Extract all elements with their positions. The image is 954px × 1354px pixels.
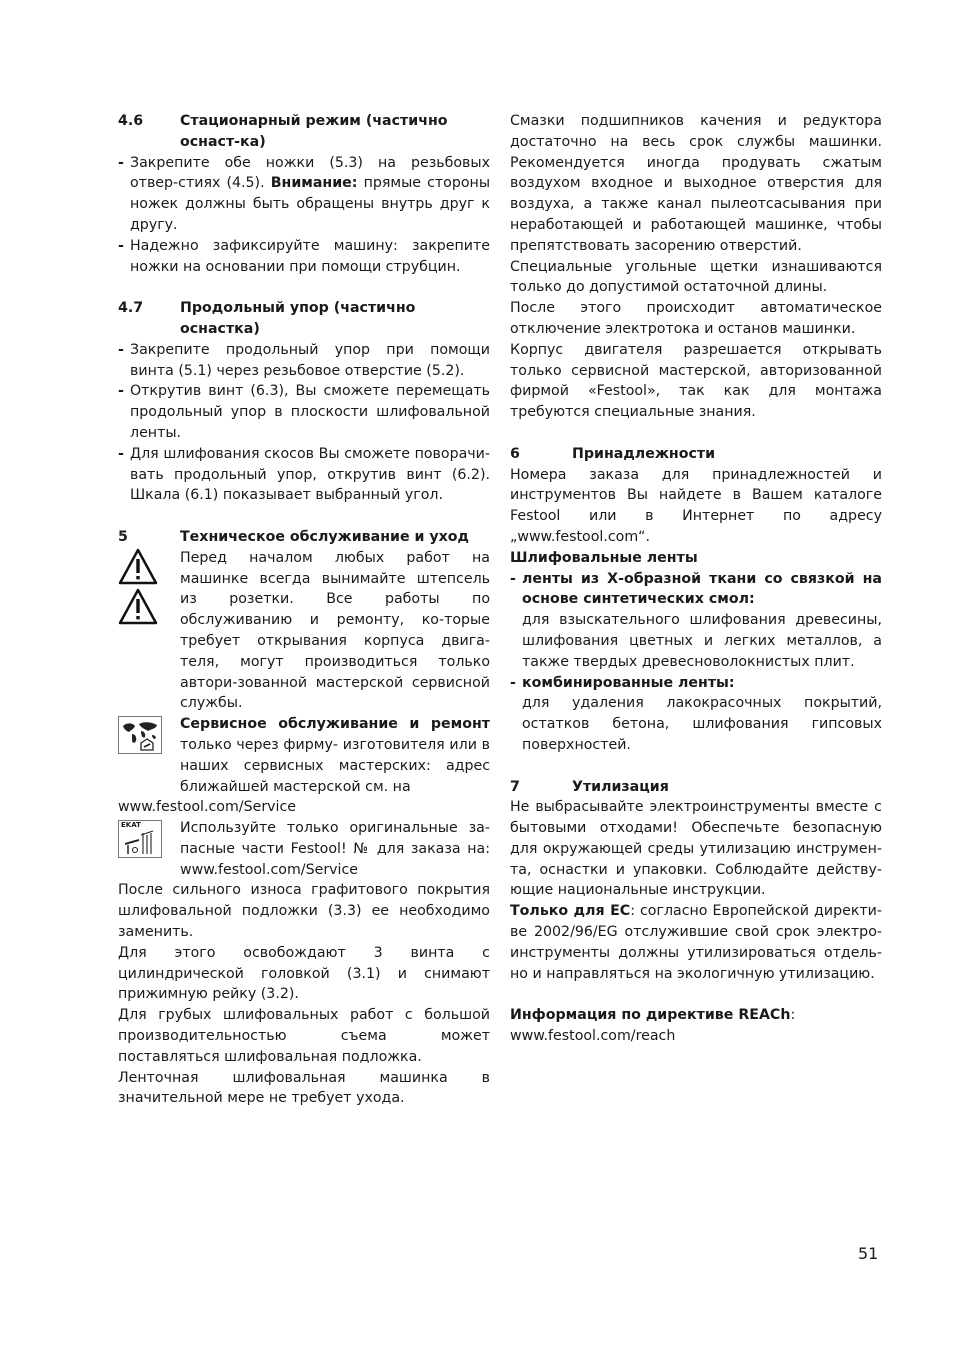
section-number: 4.7 [118,300,144,317]
section-number: 4.6 [118,113,144,129]
eu-label: Только для ЕС [510,903,631,920]
left-column [118,111,490,1109]
paragraph: Номера заказа для принадлежностей и инструментов Вы найдете в Вашем каталоге Festool или в Интернет по адресу „www.festool.com“. [510,466,882,545]
spare-parts-text: Используйте только оригинальные за-пасные части Festool! № для заказа на: www.festool.com/Service [180,820,490,878]
bullet-item: - Для шлифования скосов Вы сможете поворачи-вать продольный упор, открутив винт (6.2). Шкала (6.1) показывает выбранный угол. [118,444,490,506]
eu-paragraph [510,901,882,984]
warning-text: Перед началом любых работ на машинке всегда вынимайте штепсель из розетки. Все работы по обслуживанию и ремонту, ко-торые требует открывания корпуса двига-теля, могут производиться только автори-зованной мастерской сервисной службы. [180,549,490,712]
section-5-heading [118,527,490,548]
bullet-item: - Закрепите продольный упор при помощи винта (5.1) через резьбовое отверстие (5.2). [118,340,490,382]
bullet-text: Открутив винт (6.3), Вы сможете перемещать продольный упор в плоскости шлифовальной ленты. [130,383,490,441]
bullet-text: Закрепите продольный упор при помощи винта (5.1) через резьбовое отверстие (5.2). [130,341,490,379]
section-6-heading [510,444,882,465]
attention-label: Внимание: [270,175,358,192]
bullet-text: Надежно зафиксируйте машину: закрепите ножки на основании при помощи струбцин. [130,237,490,275]
warning-triangle-icon [118,588,158,626]
paragraph: Смазки подшипников качения и редуктора достаточно на весь срок службы машинки. Рекомендуется иногда продувать сжатым воздухом входное и выходное отверстия для воздуха, а также канал пылеотсасывания при неработающей и работающей машинке, чтобы препятствовать засорению отверстий. [510,113,882,254]
bullet-item: - Надежно зафиксируйте машину: закрепите ножки на основании при помощи струбцин. [118,236,490,278]
section-title: Стационарный режим (частично оснаст-ка) [180,113,448,150]
subheading: Шлифовальные ленты [510,549,698,566]
section-title: Продольный упор (частично оснастка) [180,300,416,337]
bullet-title: ленты из Х-образной ткани со связкой на основе синтетических смол: [522,570,882,608]
page-number: 51 [858,1244,879,1263]
world-map-service-icon [118,716,162,754]
section-4-7-heading [118,298,490,340]
reach-label: Информация по директиве REACh [510,1007,791,1024]
ekat-label: EKAT [121,821,141,830]
spare-parts-block [118,818,490,880]
bullet-text: прямые стороны ножек должны быть обращены внутрь друг к другу. [130,175,491,233]
paragraph: После сильного износа графитового покрытия шлифовальной подложки (3.3) ее необходимо заменить. [118,882,490,941]
spare-parts-ekat-icon [118,820,162,858]
bullet-item: - комбинированные ленты: [510,673,882,694]
section-number: 7 [510,778,520,795]
paragraph: Ленточная шлифовальная машинка в значительной мере не требует ухода. [118,1069,490,1107]
section-title: Принадлежности [572,445,716,462]
bullet-text: для взыскательного шлифования древесины, шлифования цветных и легких металлов, а также твердых древесноволокнистых плит. [522,612,882,670]
reach-colon: : [790,1007,796,1024]
section-number: 5 [118,528,128,545]
paragraph: Для грубых шлифовальных работ с большой производительностью съема может поставляться шлифовальная подложка. [118,1007,490,1065]
bullet-text: для удаления лакокрасочных покрытий, остатков бетона, шлифования гипсовых поверхностей. [522,695,882,753]
paragraph: После этого происходит автоматическое отключение электротока и останов машинки. [510,300,882,337]
service-block [118,714,490,797]
bullet-item: - ленты из Х-образной ткани со связкой на основе синтетических смол: [510,569,882,611]
service-text: только через фирму- изготовителя или в наших сервисных мастерских: адрес ближайшей мастерской см. на [180,736,490,795]
service-heading: Сервисное обслуживание и ремонт [180,716,490,733]
section-title: Техническое обслуживание и уход [180,528,470,545]
paragraph: Не выбрасывайте электроинструменты вместе с бытовыми отходами! Обеспечьте безопасную для окружающей среды утилизацию инструмен-та, оснастки и упаковки. Соблюдайте действу-ющие национальные инструкции. [510,799,882,899]
bullet-item: - Открутив винт (6.3), Вы сможете перемещать продольный упор в плоскости шлифовальной ленты. [118,381,490,443]
bullet-text: Закрепите обе ножки (5.3) на резьбовых отвер-стиях (4.5). [130,154,490,192]
reach-heading [510,1005,882,1026]
section-number: 6 [510,445,520,462]
right-column [510,111,882,1047]
warning-block [118,548,490,714]
section-4-6-heading [118,111,490,153]
eu-text: : согласно Европейской директи-ве 2002/96/EG отслужившие свой срок электро-инструменты должны утилизироваться отдель-но и направляться на экологичную утилизацию. [510,903,882,982]
bullet-item: - Закрепите обе ножки (5.3) на резьбовых отвер-стиях (4.5). Внимание: прямые стороны ножек должны быть обращены внутрь друг к другу. [118,154,491,233]
paragraph: Специальные угольные щетки изнашиваются только до допустимой остаточной длины. [510,258,882,296]
service-url[interactable]: www.festool.com/Service [118,799,297,816]
section-7-heading [510,777,882,798]
reach-url[interactable]: www.festool.com/reach [510,1028,676,1045]
warning-triangle-icon [118,548,158,586]
bullet-title: комбинированные ленты: [522,674,735,691]
paragraph: Для этого освобождают 3 винта с цилиндрической головкой (3.1) и снимают прижимную рейку (3.2). [118,944,490,1003]
paragraph: Корпус двигателя разрешается открывать только сервисной мастерской, авторизованной фирмой «Festool», так как для монтажа требуются специальные знания. [510,341,882,421]
section-title: Утилизация [572,778,669,795]
bullet-text: Для шлифования скосов Вы сможете поворачи-вать продольный упор, открутив винт (6.2). Шкала (6.1) показывает выбранный угол. [130,445,490,504]
